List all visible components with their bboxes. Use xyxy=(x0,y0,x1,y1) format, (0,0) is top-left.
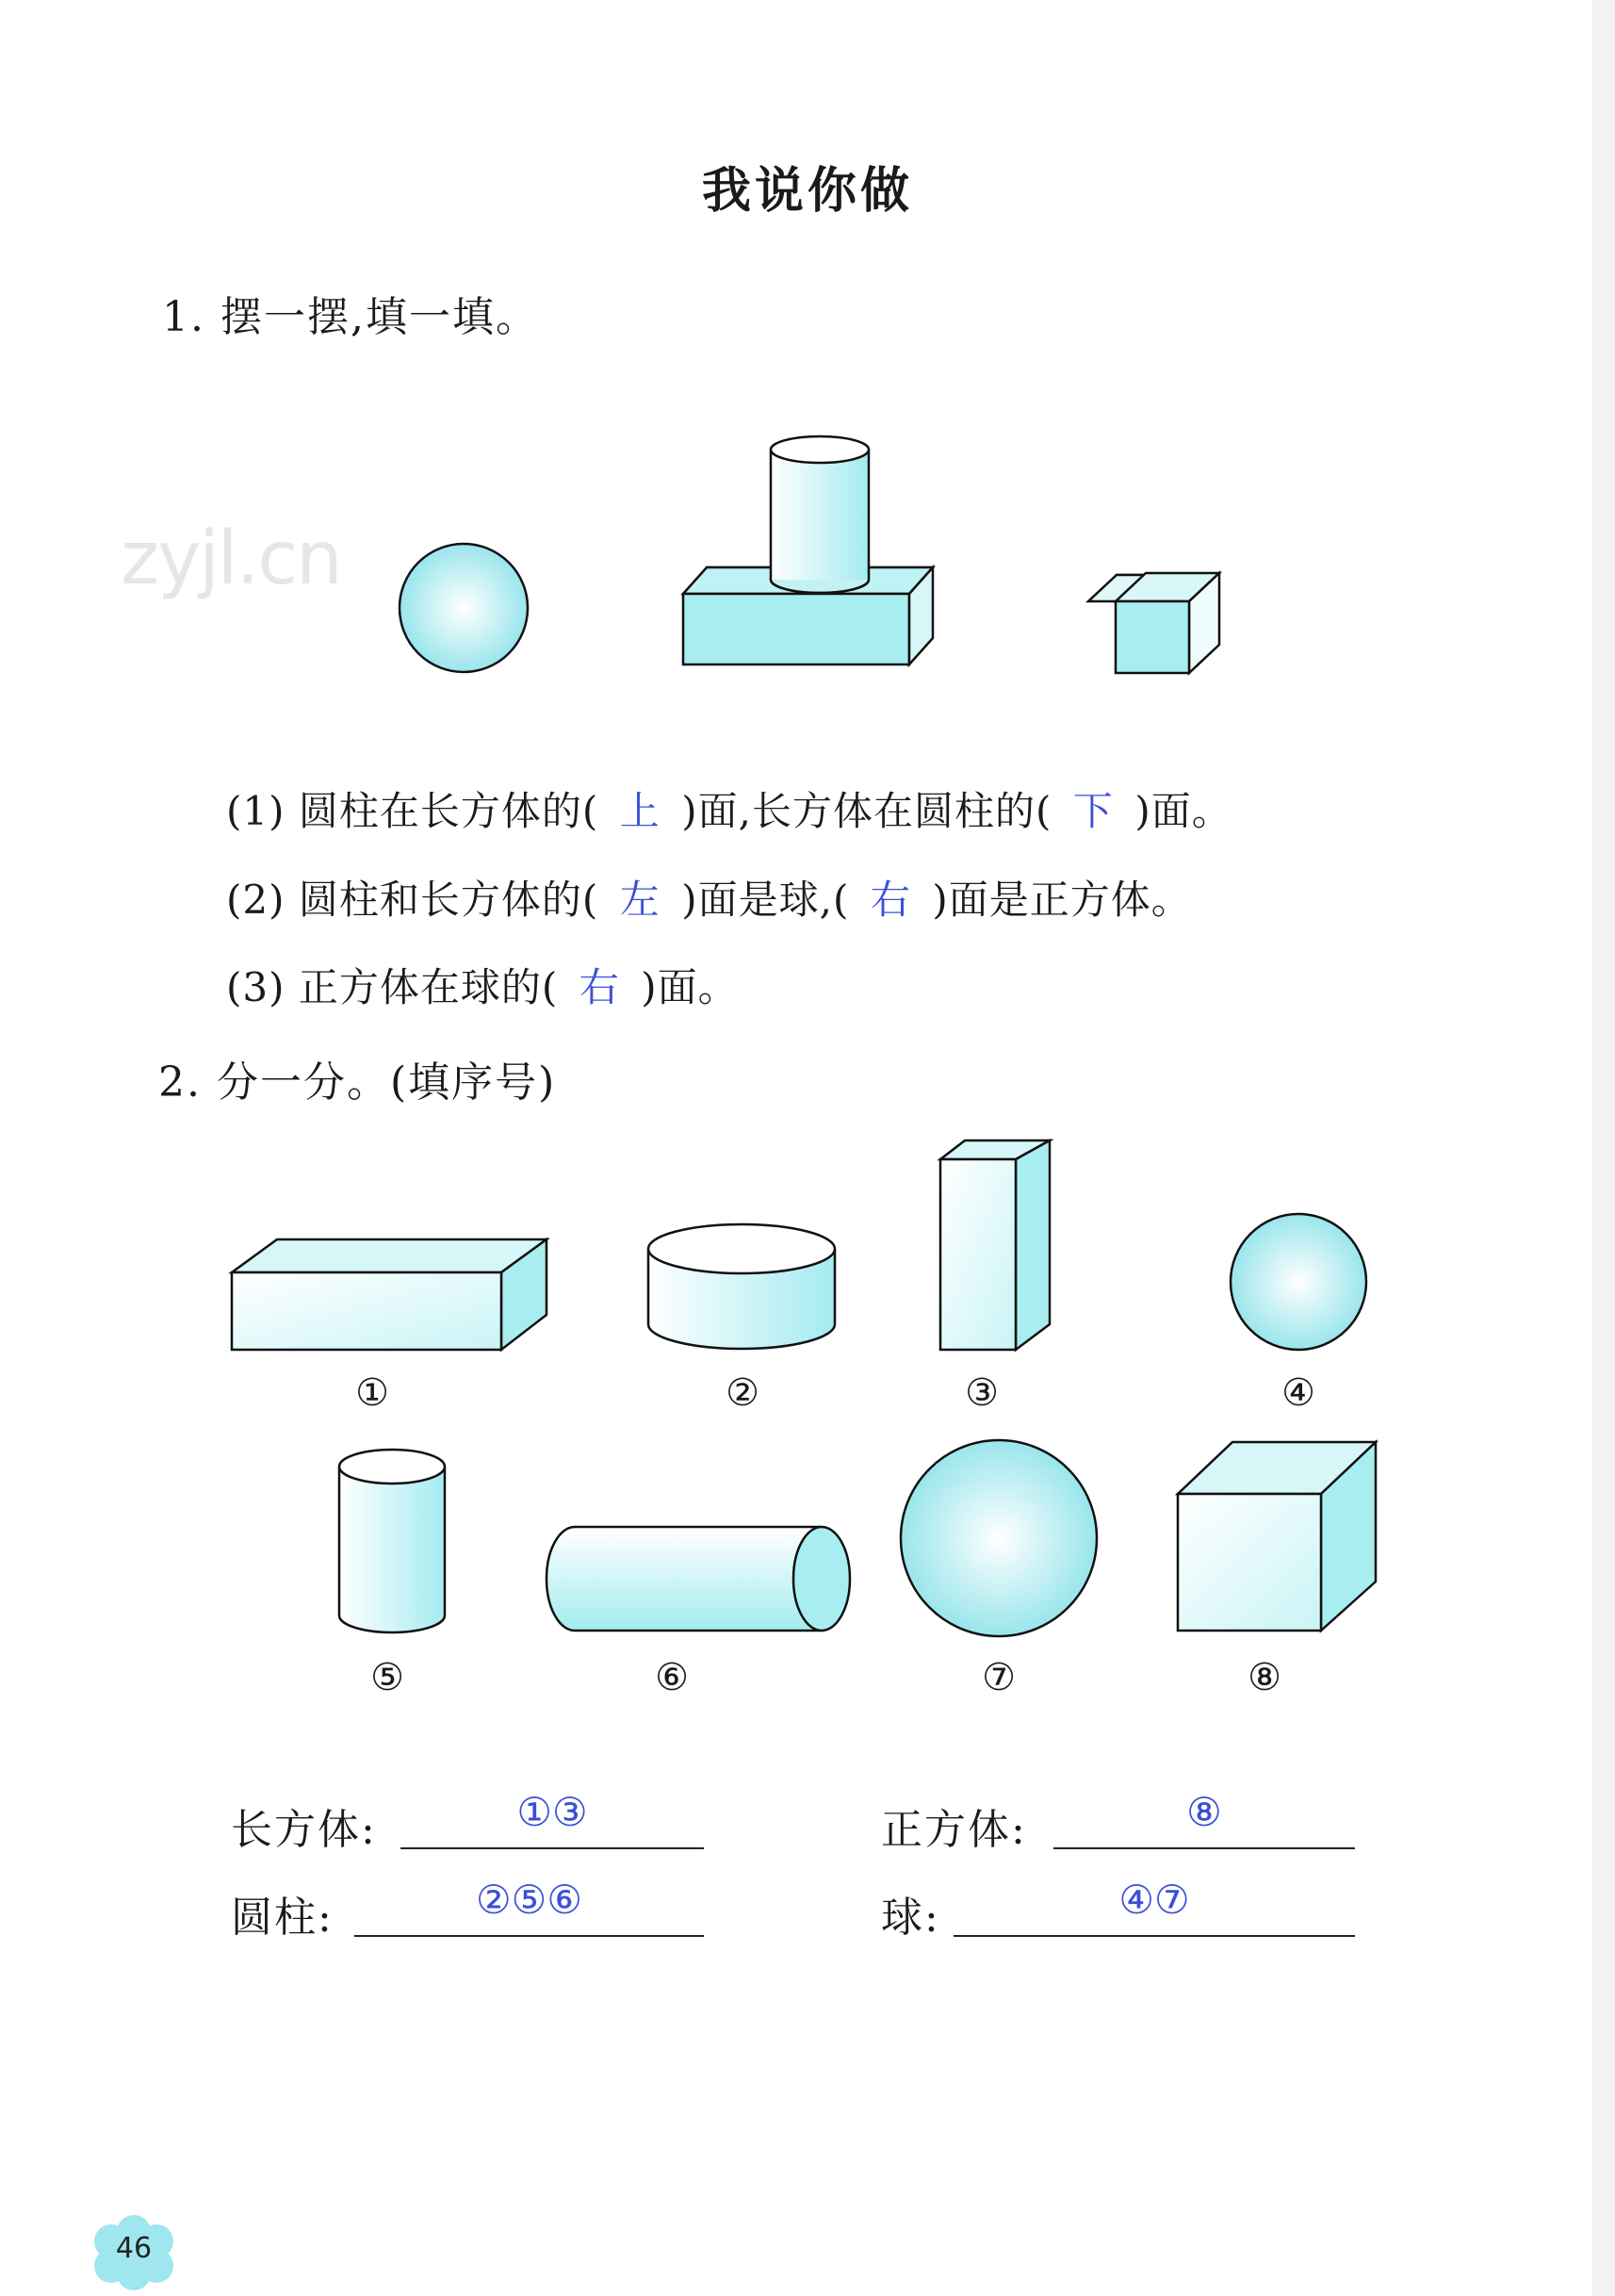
question-2-heading: 2. 分一分。(填序号) xyxy=(158,1058,557,1107)
small-cube-icon xyxy=(1112,566,1234,679)
sphere-large-icon xyxy=(901,1440,1097,1636)
shape-number-8: ⑧ xyxy=(1248,1656,1281,1699)
q1-line-1 xyxy=(226,780,1232,837)
cylinder-label: 圆柱: xyxy=(231,1894,334,1942)
q1-answer-2: 下 xyxy=(1072,788,1114,834)
q1-line-1-text-a: (1) 圆柱在长方体的( xyxy=(226,788,599,834)
q1-line-3-text-a: (3) 正方体在球的( xyxy=(226,964,559,1010)
sphere-icon xyxy=(400,544,528,672)
cylinder-icon xyxy=(771,436,869,593)
page-number-badge xyxy=(87,2215,181,2290)
sphere-label: 球: xyxy=(881,1894,940,1942)
q2-shapes-row-2 xyxy=(320,1433,1395,1640)
q1-line-3 xyxy=(226,957,739,1013)
page-number: 46 xyxy=(115,2232,153,2265)
shape-number-3: ③ xyxy=(965,1371,999,1415)
sphere-answer: ④⑦ xyxy=(1118,1877,1190,1923)
q1-line-2-text-a: (2) 圆柱和长方体的( xyxy=(226,877,599,923)
q1-line-1-text-b: )面,长方体在圆柱的( xyxy=(681,788,1052,834)
cube-answer: ⑧ xyxy=(1186,1789,1222,1835)
page-title: 我说你做 xyxy=(701,162,913,220)
page-edge xyxy=(1592,0,1615,2296)
shape-number-7: ⑦ xyxy=(982,1656,1016,1699)
q1-line-1-text-c: )面。 xyxy=(1134,788,1232,834)
shape-number-4: ④ xyxy=(1281,1371,1315,1415)
q1-answer-3: 左 xyxy=(619,877,661,923)
cylinder-upright-icon xyxy=(339,1450,445,1632)
q1-line-2-text-c: )面是正方体。 xyxy=(932,877,1192,923)
cylinder-lying-icon xyxy=(546,1527,850,1631)
watermark: zyjl.cn xyxy=(121,517,341,601)
cylinder-answer: ②⑤⑥ xyxy=(476,1877,582,1923)
cylinder-flat-icon xyxy=(648,1224,835,1349)
cube-label: 正方体: xyxy=(881,1806,1027,1854)
cuboid-tall-icon xyxy=(940,1140,1050,1350)
q1-line-2 xyxy=(226,869,1192,926)
sphere-small-icon xyxy=(1231,1214,1366,1350)
cuboid-long-icon xyxy=(232,1239,546,1350)
q1-line-3-text-b: )面。 xyxy=(641,964,739,1010)
q1-answer-1: 上 xyxy=(619,788,661,834)
shape-number-2: ② xyxy=(726,1371,759,1415)
shape-number-5: ⑤ xyxy=(370,1656,404,1699)
q1-answer-4: 右 xyxy=(870,877,911,923)
cuboid-answer: ①③ xyxy=(516,1789,588,1835)
shape-number-1: ① xyxy=(355,1371,389,1415)
q1-answer-5: 右 xyxy=(579,964,620,1010)
q2-shapes-row-1 xyxy=(226,1131,1404,1357)
cube-icon xyxy=(1178,1442,1376,1631)
q1-line-2-text-b: )面是球,( xyxy=(681,877,850,923)
shape-number-6: ⑥ xyxy=(655,1656,689,1699)
question-1-heading: 1. 摆一摆,填一填。 xyxy=(162,293,539,341)
cuboid-label: 长方体: xyxy=(231,1806,377,1854)
